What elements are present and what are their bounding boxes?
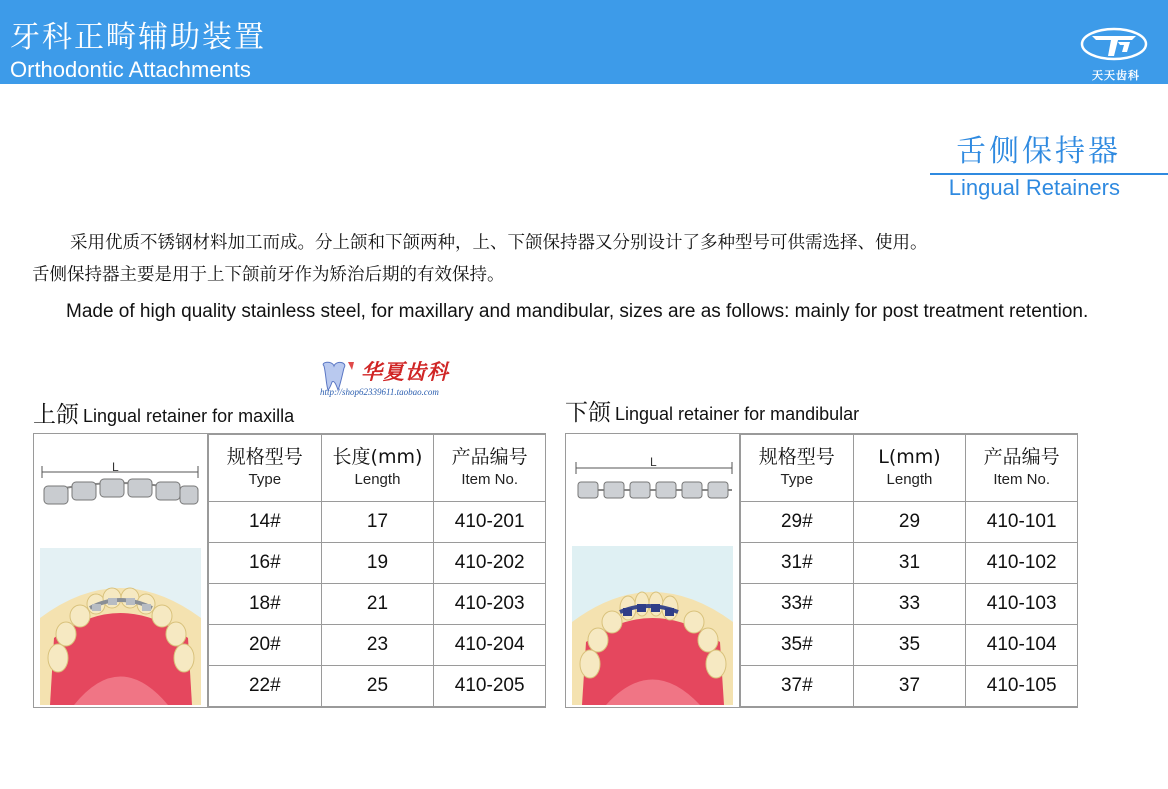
table-row	[741, 502, 1078, 543]
type-cell: 37#	[741, 666, 854, 707]
brand-logo-text: 天天齿科	[1092, 69, 1140, 82]
maxilla-caption-cn: 上颌	[33, 402, 79, 428]
type-cell: 16#	[209, 543, 322, 584]
section-title-cn: 舌侧保持器	[956, 134, 1121, 169]
description-en-text: Made of high quality stainless steel, for maxillary and mandibular, sizes are as follows: mainly for post treatment retention.	[66, 301, 1089, 322]
maxilla-header-length: 长度(mm) Length	[321, 435, 434, 502]
type-cell: 20#	[209, 625, 322, 666]
length-cell: 31	[853, 543, 966, 584]
description-cn-line2: 舌侧保持器主要是用于上下颌前牙作为矫治后期的有效保持。	[32, 265, 505, 285]
mandible-caption	[565, 400, 859, 427]
mandible-header-item-no: 产品编号 Item No.	[966, 435, 1078, 502]
watermark-url: http://shop62339611.taobao.com	[320, 387, 439, 397]
table-row	[209, 502, 546, 543]
table-row	[741, 584, 1078, 625]
table-row	[209, 666, 546, 707]
header-title-cn: 牙科正畸辅助装置	[10, 20, 266, 55]
watermark-name: 华夏齿科	[361, 359, 449, 384]
table-row	[741, 666, 1078, 707]
maxilla-retainer-diagram	[38, 452, 204, 522]
item-no-cell: 410-203	[434, 584, 546, 625]
header-title-en: Orthodontic Attachments	[10, 57, 251, 82]
maxilla-caption	[33, 402, 294, 429]
item-no-cell: 410-105	[966, 666, 1078, 707]
type-cell: 35#	[741, 625, 854, 666]
item-no-cell: 410-101	[966, 502, 1078, 543]
length-cell: 21	[321, 584, 434, 625]
table-row	[209, 584, 546, 625]
maxilla-table	[208, 434, 546, 707]
header-banner	[0, 0, 1168, 84]
mandible-header-length: L(mm) Length	[853, 435, 966, 502]
length-cell: 33	[853, 584, 966, 625]
mandible-header-type: 规格型号 Type	[741, 435, 854, 502]
maxilla-caption-en: Lingual retainer for maxilla	[83, 406, 295, 426]
maxilla-table-header	[209, 435, 546, 502]
length-cell: 35	[853, 625, 966, 666]
maxilla-panel	[33, 433, 546, 708]
mandible-diagram-label: L	[650, 455, 657, 469]
length-cell: 23	[321, 625, 434, 666]
length-cell: 17	[321, 502, 434, 543]
mandible-image-column	[566, 434, 740, 707]
maxilla-header-type: 规格型号 Type	[209, 435, 322, 502]
table-row	[209, 625, 546, 666]
maxilla-header-item-no: 产品编号 Item No.	[434, 435, 546, 502]
type-cell: 31#	[741, 543, 854, 584]
length-cell: 37	[853, 666, 966, 707]
item-no-cell: 410-201	[434, 502, 546, 543]
item-no-cell: 410-204	[434, 625, 546, 666]
type-cell: 18#	[209, 584, 322, 625]
type-cell: 14#	[209, 502, 322, 543]
type-cell: 29#	[741, 502, 854, 543]
description-cn-line1: 采用优质不锈钢材料加工而成。分上颌和下颌两种，上、下颌保持器又分别设计了多种型号可供需选择、使用。	[70, 233, 928, 253]
table-row	[741, 625, 1078, 666]
item-no-cell: 410-102	[966, 543, 1078, 584]
mandible-panel	[565, 433, 1078, 708]
section-title-en: Lingual Retainers	[948, 175, 1120, 200]
length-cell: 19	[321, 543, 434, 584]
item-no-cell: 410-104	[966, 625, 1078, 666]
mandible-arch-photo	[572, 546, 733, 705]
description-en	[32, 295, 1092, 328]
description-cn	[32, 227, 1132, 291]
maxilla-diagram-label: L	[112, 460, 119, 474]
item-no-cell: 410-205	[434, 666, 546, 707]
mandible-table-header	[741, 435, 1078, 502]
maxilla-arch-photo	[40, 548, 201, 705]
item-no-cell: 410-103	[966, 584, 1078, 625]
maxilla-image-column	[34, 434, 208, 707]
type-cell: 22#	[209, 666, 322, 707]
table-row	[741, 543, 1078, 584]
length-cell: 29	[853, 502, 966, 543]
table-row	[209, 543, 546, 584]
type-cell: 33#	[741, 584, 854, 625]
mandible-caption-en: Lingual retainer for mandibular	[615, 404, 860, 424]
mandible-table	[740, 434, 1078, 707]
item-no-cell: 410-202	[434, 543, 546, 584]
mandible-caption-cn: 下颌	[565, 400, 611, 426]
length-cell: 25	[321, 666, 434, 707]
